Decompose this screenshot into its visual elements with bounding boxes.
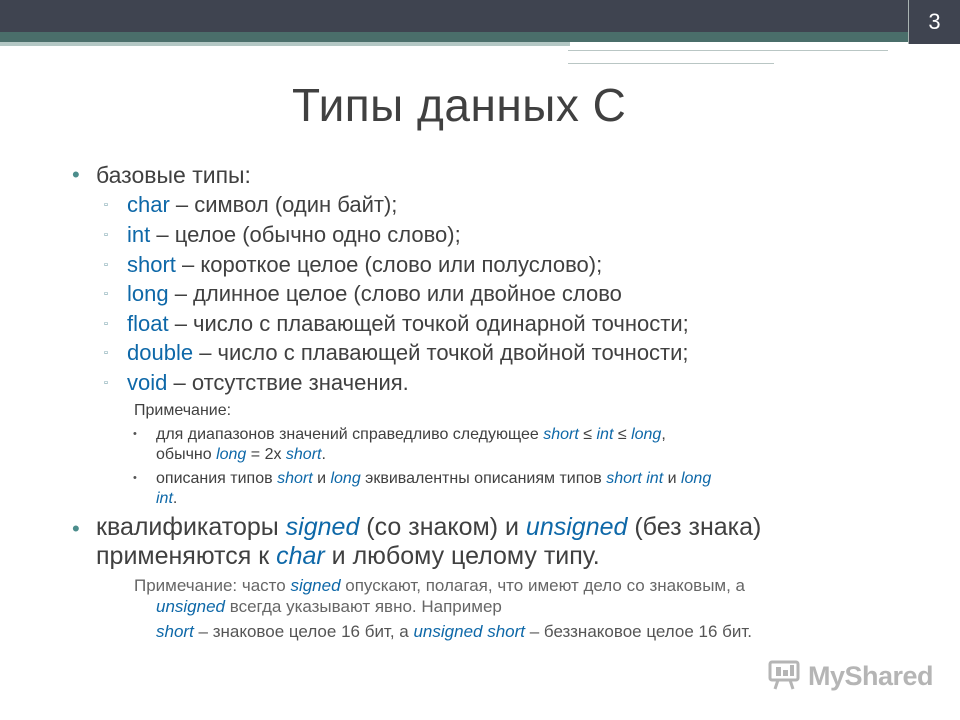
slide-title: Типы данных С [292,79,627,131]
square-bullet-icon: ▫ [104,318,108,330]
square-bullet-icon: ▫ [104,259,108,271]
note2-example: short – знаковое целое 16 бит, а unsigned short – беззнаковое целое 16 бит. [156,622,752,641]
square-bullet-icon: ▫ [104,288,108,300]
square-bullet-icon: ▫ [104,229,108,241]
type-item: float – число с плавающей точкой одинарной точности; [127,311,689,336]
slide-number: 3 [908,0,960,44]
header-rule [568,63,774,64]
watermark-text: MyShared [808,661,934,691]
note-item-continued: обычно long = 2x short. [156,446,326,463]
base-types-heading: базовые типы: [96,162,251,188]
type-item: void – отсутствие значения. [127,370,409,395]
watermark [766,656,933,697]
star-bullet-icon: • [133,428,137,440]
type-item: int – целое (обычно одно слово); [127,222,461,247]
note-item-continued: int. [156,490,178,507]
header-stripe-light [0,42,570,46]
note-item: для диапазонов значений справедливо следующее short ≤ int ≤ long, [156,426,666,443]
type-item: double – число с плавающей точкой двойной точности; [127,340,689,365]
header-rule [568,50,888,51]
qualifiers-text: квалификаторы signed (со знаком) и unsigned (без знака) [96,513,762,541]
square-bullet-icon: ▫ [104,377,108,389]
presentation-board-icon [766,656,802,697]
type-item: char – символ (один байт); [127,192,398,217]
bullet-dot: • [72,516,80,541]
note2-text-continued: unsigned всегда указывают явно. Например [156,597,502,616]
top-bar [0,0,960,32]
header-stripe [0,32,960,42]
type-item: long – длинное целое (слово или двойное слово [127,281,622,306]
note-label: Примечание: [134,402,232,419]
bullet-dot: • [72,162,80,187]
qualifiers-text-continued: применяются к char и любому целому типу. [96,542,600,570]
type-item: short – короткое целое (слово или полуслово); [127,252,603,277]
square-bullet-icon: ▫ [104,199,108,211]
note-item: описания типов short и long эквивалентны описаниям типов short int и long [156,470,712,487]
star-bullet-icon: • [133,472,137,484]
note2-text: Примечание: часто signed опускают, полагая, что имеют дело со знаковым, а [134,576,746,595]
square-bullet-icon: ▫ [104,347,108,359]
